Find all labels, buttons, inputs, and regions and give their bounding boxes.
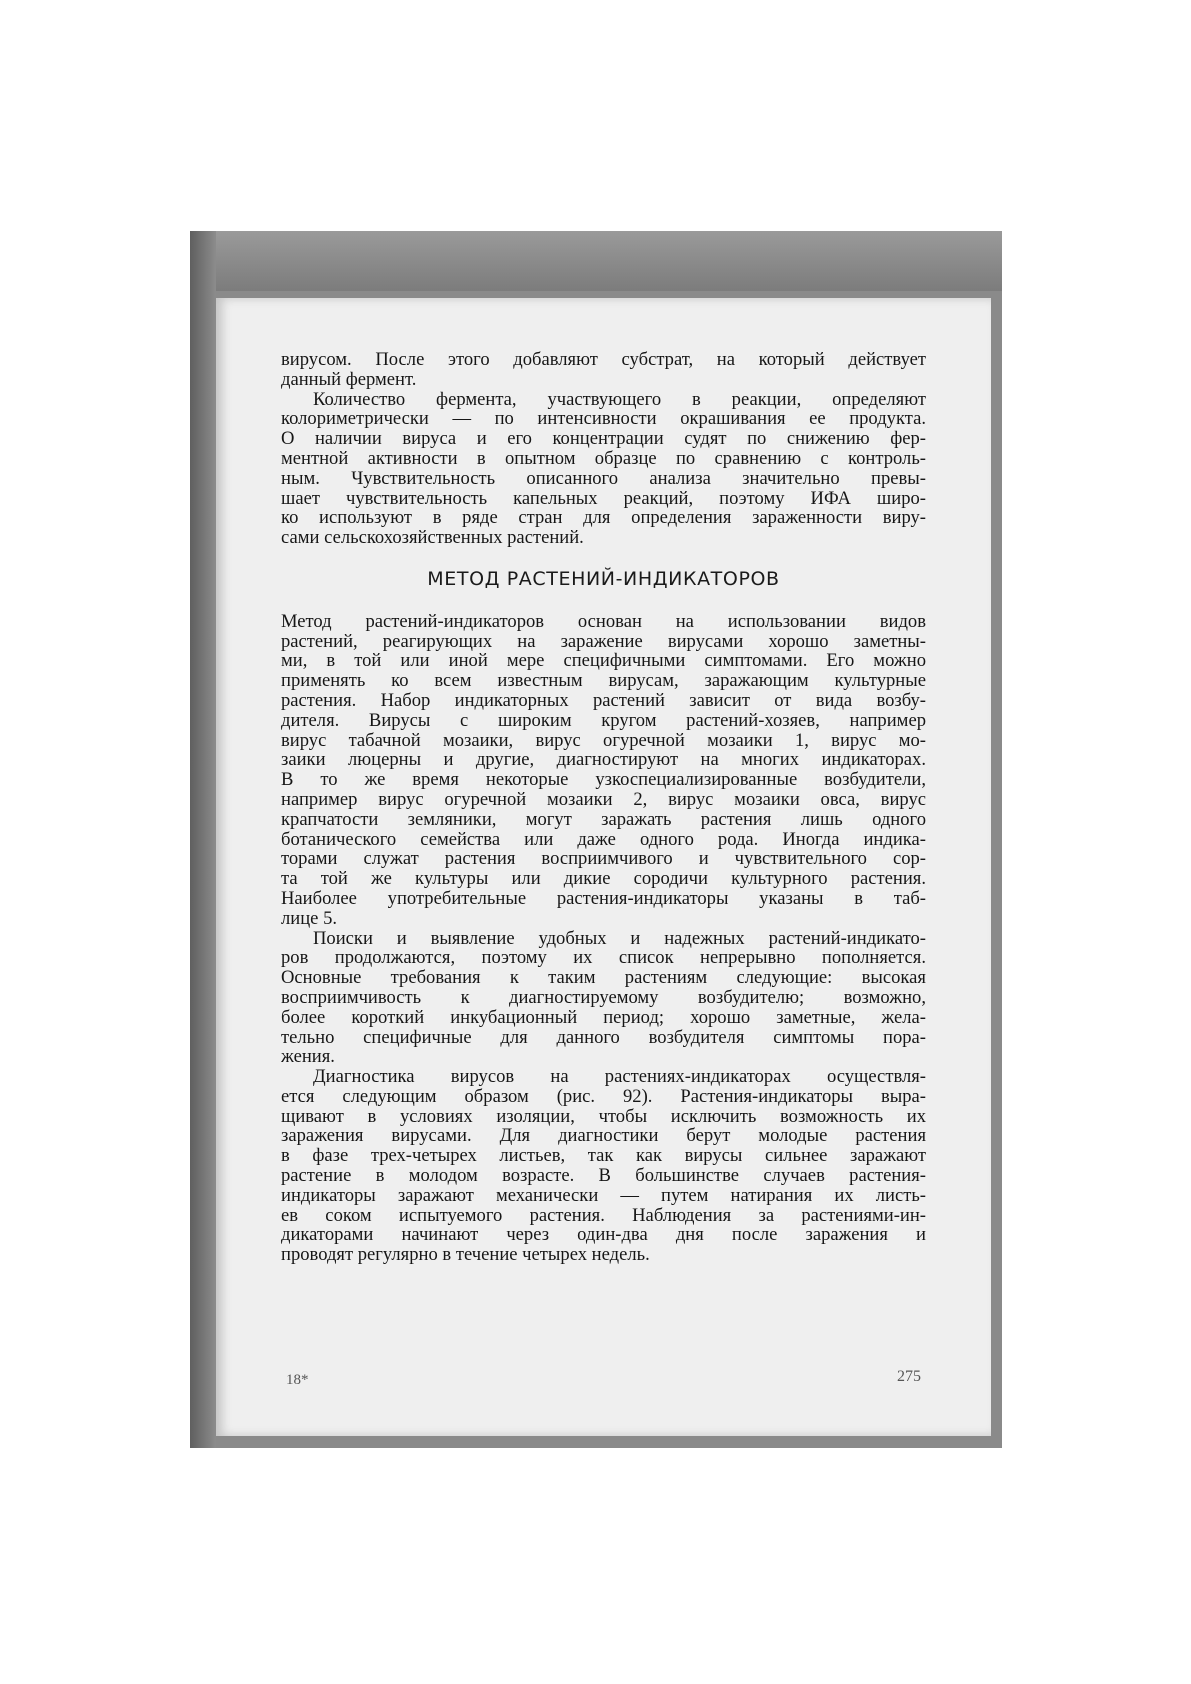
text-line: ным. Чувствительность описанного анализа значительно превы- — [281, 468, 926, 489]
text-line: дикаторами начинают через один-два дня после заражения и — [281, 1225, 926, 1246]
page-number: 275 — [897, 1368, 921, 1385]
text-line: более короткий инкубационный период; хорошо заметные, жела- — [281, 1007, 926, 1028]
text-line: ментной активности в опытном образце по сравнению с контроль- — [281, 448, 926, 469]
text-line: Диагностика вирусов на растениях-индикаторах осуществля- — [313, 1067, 926, 1087]
text-line: Поиски и выявление удобных и надежных растений-индикато- — [313, 928, 926, 949]
text-line: индикаторы заражают механически — путем натирания их листь- — [281, 1185, 926, 1206]
text-line: ров продолжаются, поэтому их список непрерывно пополняется. — [281, 948, 926, 969]
text-line: лице 5. — [281, 908, 338, 929]
text-line: применять ко всем известным вирусам, заражающим культурные — [281, 671, 926, 691]
text-line: ботанического семейства или даже одного рода. Иногда индика- — [281, 829, 926, 850]
text-line: растение в молодом возрасте. В большинстве случаев растения- — [281, 1166, 926, 1186]
page-text — [281, 350, 926, 1265]
paragraph-2 — [281, 390, 926, 548]
text-line: растений, реагирующих на заражение вирусами хорошо заметны- — [281, 631, 926, 652]
text-line: торами служат растения восприимчивого и чувствительного сор- — [281, 849, 926, 870]
text-line: жения. — [281, 1047, 335, 1068]
paragraph-1 — [281, 350, 926, 390]
text-line: Наиболее употребительные растения-индикаторы указаны в таб- — [281, 888, 926, 909]
text-line: Количество фермента, участвующего в реакции, определяют — [313, 389, 926, 410]
text-line: в фазе трех-четырех листьев, так как вирусы сильнее заражают — [281, 1146, 926, 1167]
text-line: Основные требования к таким растениям следующие: высокая — [281, 968, 926, 988]
text-line: растения. Набор индикаторных растений зависит от вида возбу- — [281, 690, 926, 711]
text-line: вирусом. После этого добавляют субстрат, на который действует — [281, 350, 926, 370]
text-line: ко используют в ряде стран для определения зараженности виру- — [281, 508, 926, 529]
text-line: дителя. Вирусы с широким кругом растений-хозяев, например — [281, 710, 926, 731]
section-heading: МЕТОД РАСТЕНИЙ-ИНДИКАТОРОВ — [427, 567, 780, 590]
text-line: щивают в условиях изоляции, чтобы исключить возможность их — [281, 1106, 926, 1127]
text-line: В то же время некоторые узкоспециализированные возбудители, — [281, 770, 926, 790]
text-line: та той же культуры или дикие сородичи культурного растения. — [281, 869, 926, 889]
text-line: вирус табачной мозаики, вирус огуречной мозаики 1, вирус мо- — [281, 730, 926, 751]
text-line: восприимчивость к диагностируемому возбудителю; возможно, — [281, 987, 926, 1008]
text-line: например вирус огуречной мозаики 2, вирус мозаики овса, вирус — [281, 789, 926, 810]
scanned-book-page — [190, 231, 1002, 1448]
text-line: тельно специфичные для данного возбудителя симптомы пора- — [281, 1027, 926, 1048]
text-line: крапчатости земляники, могут заражать растения лишь одного — [281, 809, 926, 830]
text-line: Метод растений-индикаторов основан на использовании видов — [281, 611, 926, 632]
printer-signature: 18* — [286, 1372, 309, 1388]
text-line: колориметрически — по интенсивности окрашивания ее продукта. — [281, 409, 926, 430]
text-line: шает чувствительность капельных реакций, поэтому ИФА широ- — [281, 488, 926, 509]
scan-top-shadow — [190, 231, 1002, 291]
paragraph-4 — [281, 929, 926, 1068]
book-spine-shadow — [190, 231, 216, 1448]
text-line: данный фермент. — [281, 369, 417, 390]
paragraph-3 — [281, 612, 926, 929]
book-page — [216, 298, 991, 1436]
text-line: проводят регулярно в течение четырех недель. — [281, 1245, 650, 1266]
text-line: заражения вирусами. Для диагностики берут молодые растения — [281, 1126, 926, 1147]
paragraph-5 — [281, 1067, 926, 1265]
text-line: ев соком испытуемого растения. Наблюдения за растениями-ин- — [281, 1205, 926, 1226]
text-line: ми, в той или иной мере специфичными симптомами. Его можно — [281, 651, 926, 672]
text-line: сами сельскохозяйственных растений. — [281, 528, 584, 548]
text-line: заики люцерны и другие, диагностируют на многих индикаторах. — [281, 750, 926, 771]
text-line: О наличии вируса и его концентрации судят по снижению фер- — [281, 429, 926, 449]
text-line: ется следующим образом (рис. 92). Растения-индикаторы выра- — [281, 1086, 926, 1107]
